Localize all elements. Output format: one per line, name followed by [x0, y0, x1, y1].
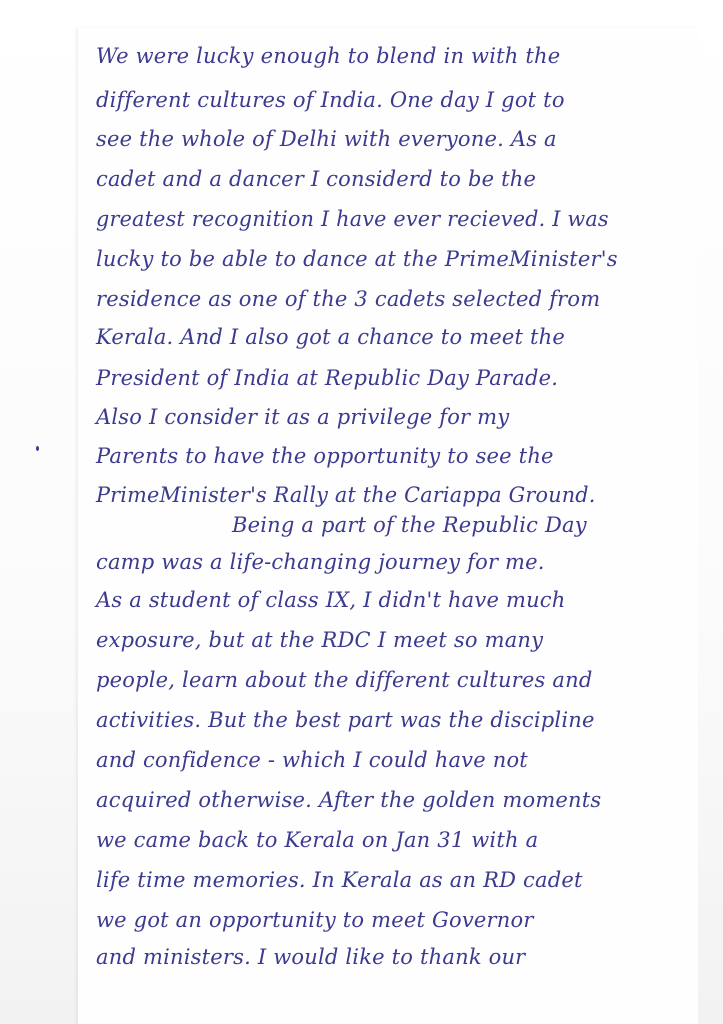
- handwritten-line: life time memories. In Kerala as an RD cadet: [96, 868, 583, 892]
- handwritten-line: see the whole of Delhi with everyone. As a: [96, 127, 557, 151]
- handwritten-line: As a student of class IX, I didn't have much: [96, 588, 566, 612]
- handwritten-line: We were lucky enough to blend in with the: [96, 44, 561, 68]
- handwritten-line: we got an opportunity to meet Governor: [96, 908, 534, 932]
- handwritten-line: Being a part of the Republic Day: [232, 513, 587, 537]
- handwritten-line: PrimeMinister's Rally at the Cariappa Ground.: [96, 483, 596, 507]
- handwritten-line: President of India at Republic Day Parade.: [96, 366, 559, 390]
- handwritten-line: acquired otherwise. After the golden moments: [96, 788, 602, 812]
- handwritten-line: Also I consider it as a privilege for my: [96, 405, 510, 429]
- ink-dot: [36, 446, 39, 451]
- handwritten-line: activities. But the best part was the discipline: [96, 708, 595, 732]
- handwritten-line: and confidence - which I could have not: [96, 748, 528, 772]
- handwritten-line: cadet and a dancer I considerd to be the: [96, 167, 537, 191]
- handwritten-line: and ministers. I would like to thank our: [96, 945, 526, 969]
- handwritten-line: we came back to Kerala on Jan 31 with a: [96, 828, 539, 852]
- handwritten-line: camp was a life-changing journey for me.: [96, 550, 545, 574]
- handwritten-line: Kerala. And I also got a chance to meet the: [96, 325, 566, 349]
- handwritten-line: lucky to be able to dance at the PrimeMinister's: [96, 247, 618, 271]
- handwritten-line: exposure, but at the RDC I meet so many: [96, 628, 544, 652]
- handwritten-line: different cultures of India. One day I got to: [96, 88, 565, 112]
- handwritten-line: Parents to have the opportunity to see the: [96, 444, 554, 468]
- handwritten-line: residence as one of the 3 cadets selected from: [96, 287, 601, 311]
- handwritten-line: greatest recognition I have ever recieved. I was: [96, 207, 609, 231]
- handwritten-line: people, learn about the different cultures and: [96, 668, 593, 692]
